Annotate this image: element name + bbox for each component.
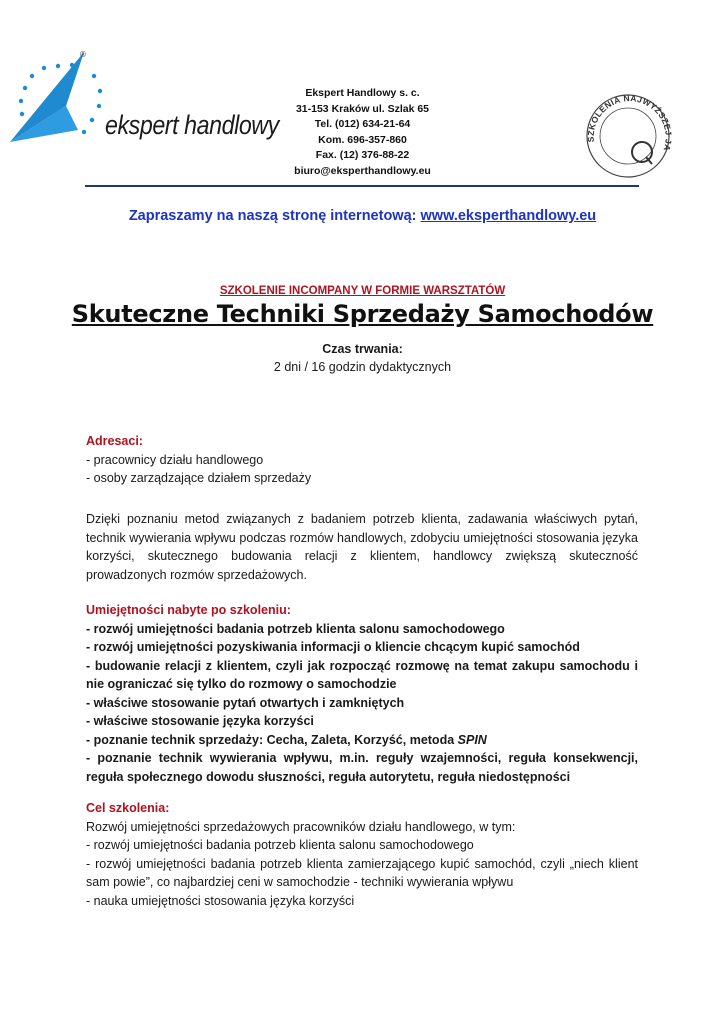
website-invite-text: Zapraszamy na naszą stronę internetową:	[128, 208, 421, 224]
section-skills	[86, 601, 638, 786]
list-item: - osoby zarządzające działem sprzedaży	[86, 471, 312, 485]
list-item: - poznanie technik wywierania wpływu, m.in. reguły wzajemności, reguła konsekwencji, reguła społecznego dowodu słuszności, reguła autorytetu, reguła niedostępności	[86, 751, 638, 784]
goal-heading: Cel szkolenia:	[86, 801, 170, 815]
seal-arc-text: SZKOLENIA NAJWYŻSZE A	[585, 93, 672, 153]
logo-arrow-icon	[8, 48, 118, 148]
company-phone: Tel. (012) 634-21-64	[314, 118, 411, 130]
list-item	[86, 731, 638, 750]
duration-value: 2 dni / 16 godzin dydaktycznych	[273, 360, 452, 374]
list-item: - rozwój umiejętności pozyskiwania informacji o kliencie chcącym kupić samochód	[86, 640, 580, 654]
list-item: - właściwe stosowanie pytań otwartych i zamkniętych	[86, 695, 405, 710]
list-item: - rozwój umiejętności badania potrzeb klienta salonu samochodowego	[86, 838, 474, 852]
list-item: - rozwój umiejętności badania potrzeb klienta salonu samochodowego	[86, 621, 505, 636]
section-goal	[86, 799, 638, 910]
company-fax: Fax. (12) 376-88-22	[315, 149, 410, 161]
quality-seal-icon	[580, 80, 672, 180]
header-divider	[85, 185, 639, 187]
training-type: SZKOLENIE INCOMPANY W FORMIE WARSZTATÓW	[219, 285, 506, 297]
goal-intro: Rozwój umiejętności sprzedażowych pracowników działu handlowego, w tym:	[86, 819, 516, 834]
list-item: - budowanie relacji z klientem, czyli jak rozpocząć rozmowę na temat zakupu samochodu i nie ograniczać się tylko do rozmowy o samochodzie	[86, 658, 638, 691]
adresaci-heading: Adresaci:	[86, 434, 143, 448]
company-name: Ekspert Handlowy s. c.	[305, 87, 420, 99]
description-paragraph: Dzięki poznaniu metod związanych z badaniem potrzeb klienta, zadawania właściwych pytań, technik wywierania wpływu podczas rozmów handlowych, zdobyciu umiejętności stosowania języka korzyści, skutecznego budowania relacji z klientem, handlowcy zwiększą skuteczność prowadzonych rozmów sprzedażowych.	[86, 512, 638, 582]
logo-wordmark: ekspert handlowy	[105, 110, 279, 140]
registered-mark: ®	[80, 50, 86, 59]
company-email[interactable]: biuro@eksperthandlowy.eu	[294, 164, 431, 177]
website-invite	[0, 208, 725, 224]
skills-heading: Umiejętności nabyte po szkoleniu:	[86, 603, 291, 617]
sales-techniques-text: - poznanie technik sprzedaży: Cecha, Zaleta, Korzyść, metoda	[86, 732, 458, 747]
company-address: 31-153 Kraków ul. Szlak 65	[295, 102, 430, 115]
list-item: - rozwój umiejętności badania potrzeb klienta zamierzającego kupić samochód, czyli „niech klient sam powie”, co najbardziej ceni w samochodzie - techniki wywierania wpływu	[86, 856, 638, 889]
quality-seal	[580, 80, 672, 180]
website-link[interactable]: www.eksperthandlowy.eu	[420, 208, 597, 224]
company-contact-block	[270, 86, 455, 179]
section-adresaci	[86, 432, 638, 488]
list-item: - właściwe stosowanie języka korzyści	[86, 714, 314, 728]
duration-label: Czas trwania:	[322, 342, 403, 356]
list-item: - nauka umiejętności stosowania języka korzyści	[86, 893, 355, 908]
company-mobile: Kom. 696-357-860	[318, 133, 407, 146]
page-title: Skuteczne Techniki Sprzedaży Samochodów	[71, 300, 654, 328]
spin-method: SPIN	[457, 732, 487, 747]
svg-text:SZKOLENIA NAJWYŻSZEJ JAKOŚCI	[580, 80, 672, 152]
list-item: - pracownicy działu handlowego	[86, 452, 264, 467]
